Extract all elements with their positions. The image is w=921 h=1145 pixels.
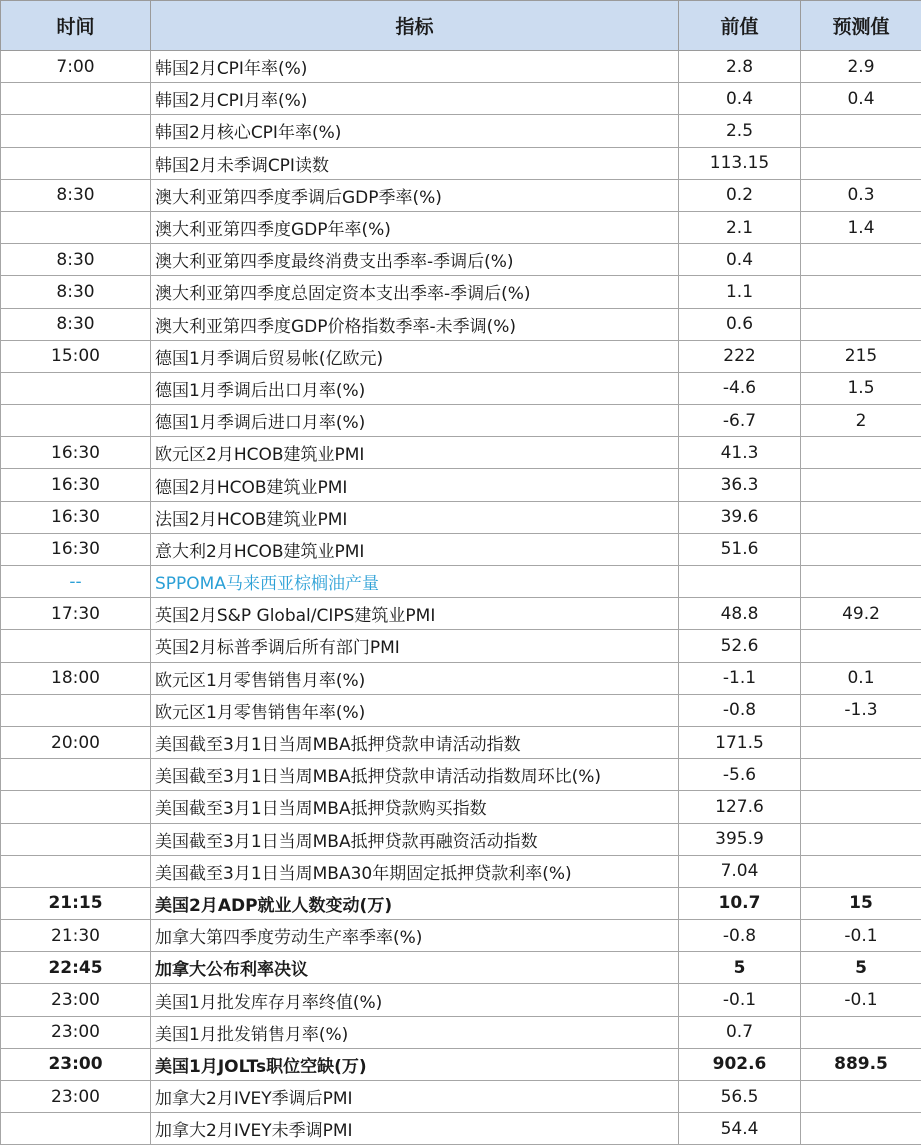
- indicator-cell: 澳大利亚第四季度季调后GDP季率(%): [151, 179, 679, 211]
- time-cell: 16:30: [1, 533, 151, 565]
- forecast-value-cell: [801, 533, 921, 565]
- table-row: [1, 887, 921, 919]
- table-row: [1, 179, 921, 211]
- indicator-cell: 加拿大2月IVEY季调后PMI: [151, 1081, 679, 1113]
- previous-value-cell: 56.5: [679, 1081, 801, 1113]
- time-cell: [1, 115, 151, 147]
- forecast-value-cell: [801, 1081, 921, 1113]
- table-row: [1, 759, 921, 791]
- table-row: [1, 1081, 921, 1113]
- forecast-value-cell: [801, 147, 921, 179]
- forecast-value-cell: [801, 1113, 921, 1145]
- previous-value-cell: 127.6: [679, 791, 801, 823]
- time-cell: [1, 823, 151, 855]
- table-row: [1, 469, 921, 501]
- forecast-value-cell: 215: [801, 340, 921, 372]
- indicator-cell: 澳大利亚第四季度最终消费支出季率-季调后(%): [151, 244, 679, 276]
- indicator-cell: 欧元区1月零售销售年率(%): [151, 694, 679, 726]
- table-row: [1, 83, 921, 115]
- table-row: [1, 115, 921, 147]
- forecast-value-cell: [801, 244, 921, 276]
- forecast-value-cell: 0.3: [801, 179, 921, 211]
- indicator-cell: 美国1月批发库存月率终值(%): [151, 984, 679, 1016]
- forecast-value-cell: 889.5: [801, 1048, 921, 1080]
- previous-value-cell: 7.04: [679, 855, 801, 887]
- forecast-value-cell: [801, 276, 921, 308]
- previous-value-cell: 39.6: [679, 501, 801, 533]
- header-time: 时间: [1, 1, 151, 51]
- table-row: [1, 694, 921, 726]
- previous-value-cell: 0.7: [679, 1016, 801, 1048]
- table-row: [1, 855, 921, 887]
- time-cell: 20:00: [1, 726, 151, 758]
- previous-value-cell: -6.7: [679, 405, 801, 437]
- forecast-value-cell: [801, 566, 921, 598]
- indicator-cell: 德国1月季调后出口月率(%): [151, 372, 679, 404]
- forecast-value-cell: 2: [801, 405, 921, 437]
- table-row: [1, 437, 921, 469]
- table-row: [1, 791, 921, 823]
- forecast-value-cell: [801, 501, 921, 533]
- time-cell: 8:30: [1, 179, 151, 211]
- indicator-cell: 澳大利亚第四季度GDP年率(%): [151, 211, 679, 243]
- time-cell: --: [1, 566, 151, 598]
- indicator-cell: 韩国2月CPI年率(%): [151, 51, 679, 83]
- time-cell: 16:30: [1, 437, 151, 469]
- previous-value-cell: 1.1: [679, 276, 801, 308]
- time-cell: 21:30: [1, 920, 151, 952]
- indicator-cell: 澳大利亚第四季度总固定资本支出季率-季调后(%): [151, 276, 679, 308]
- table-row: [1, 726, 921, 758]
- forecast-value-cell: 15: [801, 887, 921, 919]
- previous-value-cell: 41.3: [679, 437, 801, 469]
- previous-value-cell: 51.6: [679, 533, 801, 565]
- indicator-cell: 英国2月S&P Global/CIPS建筑业PMI: [151, 598, 679, 630]
- forecast-value-cell: [801, 823, 921, 855]
- previous-value-cell: 10.7: [679, 887, 801, 919]
- time-cell: [1, 694, 151, 726]
- time-cell: [1, 147, 151, 179]
- time-cell: 8:30: [1, 276, 151, 308]
- forecast-value-cell: [801, 1016, 921, 1048]
- previous-value-cell: 0.4: [679, 83, 801, 115]
- table-body: [1, 51, 921, 1145]
- table-row: [1, 211, 921, 243]
- previous-value-cell: 902.6: [679, 1048, 801, 1080]
- table-row[interactable]: [1, 566, 921, 598]
- indicator-cell: 美国2月ADP就业人数变动(万): [151, 887, 679, 919]
- time-cell: [1, 1113, 151, 1145]
- time-cell: 16:30: [1, 469, 151, 501]
- time-cell: 7:00: [1, 51, 151, 83]
- time-cell: [1, 791, 151, 823]
- forecast-value-cell: -0.1: [801, 984, 921, 1016]
- forecast-value-cell: [801, 855, 921, 887]
- table-row: [1, 984, 921, 1016]
- forecast-value-cell: [801, 437, 921, 469]
- previous-value-cell: 54.4: [679, 1113, 801, 1145]
- time-cell: [1, 855, 151, 887]
- previous-value-cell: 48.8: [679, 598, 801, 630]
- forecast-value-cell: [801, 308, 921, 340]
- forecast-value-cell: 1.5: [801, 372, 921, 404]
- previous-value-cell: 52.6: [679, 630, 801, 662]
- previous-value-cell: -0.8: [679, 920, 801, 952]
- forecast-value-cell: [801, 726, 921, 758]
- forecast-value-cell: 5: [801, 952, 921, 984]
- indicator-cell: 加拿大公布利率决议: [151, 952, 679, 984]
- header-row: [1, 1, 921, 51]
- table-row: [1, 1113, 921, 1145]
- previous-value-cell: 171.5: [679, 726, 801, 758]
- table-row: [1, 51, 921, 83]
- forecast-value-cell: 49.2: [801, 598, 921, 630]
- indicator-cell: 韩国2月CPI月率(%): [151, 83, 679, 115]
- time-cell: 23:00: [1, 984, 151, 1016]
- forecast-value-cell: [801, 791, 921, 823]
- time-cell: 16:30: [1, 501, 151, 533]
- time-cell: [1, 372, 151, 404]
- table-row: [1, 276, 921, 308]
- previous-value-cell: -0.1: [679, 984, 801, 1016]
- previous-value-cell: 0.4: [679, 244, 801, 276]
- table-row: [1, 1016, 921, 1048]
- time-cell: 23:00: [1, 1016, 151, 1048]
- indicator-cell: 美国截至3月1日当周MBA抵押贷款购买指数: [151, 791, 679, 823]
- table-row: [1, 533, 921, 565]
- indicator-cell: 德国1月季调后进口月率(%): [151, 405, 679, 437]
- previous-value-cell: 395.9: [679, 823, 801, 855]
- previous-value-cell: 2.8: [679, 51, 801, 83]
- forecast-value-cell: [801, 115, 921, 147]
- table-row: [1, 405, 921, 437]
- table-row: [1, 244, 921, 276]
- time-cell: 23:00: [1, 1048, 151, 1080]
- table-row: [1, 1048, 921, 1080]
- table-row: [1, 308, 921, 340]
- forecast-value-cell: [801, 469, 921, 501]
- forecast-value-cell: 2.9: [801, 51, 921, 83]
- previous-value-cell: -5.6: [679, 759, 801, 791]
- header-previous: 前值: [679, 1, 801, 51]
- forecast-value-cell: 0.4: [801, 83, 921, 115]
- time-cell: 18:00: [1, 662, 151, 694]
- previous-value-cell: -4.6: [679, 372, 801, 404]
- previous-value-cell: [679, 566, 801, 598]
- indicator-cell[interactable]: SPPOMA马来西亚棕榈油产量: [151, 566, 679, 598]
- indicator-cell: 美国截至3月1日当周MBA抵押贷款申请活动指数: [151, 726, 679, 758]
- time-cell: 8:30: [1, 308, 151, 340]
- time-cell: 8:30: [1, 244, 151, 276]
- previous-value-cell: 0.2: [679, 179, 801, 211]
- time-cell: 23:00: [1, 1081, 151, 1113]
- forecast-value-cell: 0.1: [801, 662, 921, 694]
- time-cell: [1, 83, 151, 115]
- time-cell: [1, 630, 151, 662]
- table-row: [1, 501, 921, 533]
- indicator-cell: 澳大利亚第四季度GDP价格指数季率-未季调(%): [151, 308, 679, 340]
- indicator-cell: 德国1月季调后贸易帐(亿欧元): [151, 340, 679, 372]
- previous-value-cell: 2.5: [679, 115, 801, 147]
- time-cell: 15:00: [1, 340, 151, 372]
- time-cell: [1, 405, 151, 437]
- indicator-cell: 英国2月标普季调后所有部门PMI: [151, 630, 679, 662]
- table-row: [1, 662, 921, 694]
- table-row: [1, 920, 921, 952]
- time-cell: [1, 759, 151, 791]
- indicator-cell: 美国截至3月1日当周MBA抵押贷款申请活动指数周环比(%): [151, 759, 679, 791]
- previous-value-cell: -1.1: [679, 662, 801, 694]
- previous-value-cell: 113.15: [679, 147, 801, 179]
- previous-value-cell: 2.1: [679, 211, 801, 243]
- indicator-cell: 韩国2月核心CPI年率(%): [151, 115, 679, 147]
- table-row: [1, 823, 921, 855]
- table-row: [1, 340, 921, 372]
- previous-value-cell: 5: [679, 952, 801, 984]
- table-row: [1, 372, 921, 404]
- indicator-cell: 美国1月批发销售月率(%): [151, 1016, 679, 1048]
- previous-value-cell: 36.3: [679, 469, 801, 501]
- table-row: [1, 630, 921, 662]
- indicator-cell: 法国2月HCOB建筑业PMI: [151, 501, 679, 533]
- time-cell: 17:30: [1, 598, 151, 630]
- time-cell: 21:15: [1, 887, 151, 919]
- forecast-value-cell: -1.3: [801, 694, 921, 726]
- table-row: [1, 598, 921, 630]
- previous-value-cell: -0.8: [679, 694, 801, 726]
- forecast-value-cell: 1.4: [801, 211, 921, 243]
- indicator-cell: 美国1月JOLTs职位空缺(万): [151, 1048, 679, 1080]
- time-cell: [1, 211, 151, 243]
- indicator-cell: 美国截至3月1日当周MBA抵押贷款再融资活动指数: [151, 823, 679, 855]
- forecast-value-cell: -0.1: [801, 920, 921, 952]
- table-row: [1, 952, 921, 984]
- previous-value-cell: 0.6: [679, 308, 801, 340]
- previous-value-cell: 222: [679, 340, 801, 372]
- indicator-cell: 加拿大2月IVEY未季调PMI: [151, 1113, 679, 1145]
- table-row: [1, 147, 921, 179]
- indicator-cell: 欧元区2月HCOB建筑业PMI: [151, 437, 679, 469]
- forecast-value-cell: [801, 630, 921, 662]
- header-forecast: 预测值: [801, 1, 921, 51]
- indicator-cell: 韩国2月未季调CPI读数: [151, 147, 679, 179]
- time-cell: 22:45: [1, 952, 151, 984]
- header-indicator: 指标: [151, 1, 679, 51]
- indicator-cell: 意大利2月HCOB建筑业PMI: [151, 533, 679, 565]
- indicator-cell: 加拿大第四季度劳动生产率季率(%): [151, 920, 679, 952]
- indicator-cell: 欧元区1月零售销售月率(%): [151, 662, 679, 694]
- indicator-cell: 美国截至3月1日当周MBA30年期固定抵押贷款利率(%): [151, 855, 679, 887]
- indicator-cell: 德国2月HCOB建筑业PMI: [151, 469, 679, 501]
- forecast-value-cell: [801, 759, 921, 791]
